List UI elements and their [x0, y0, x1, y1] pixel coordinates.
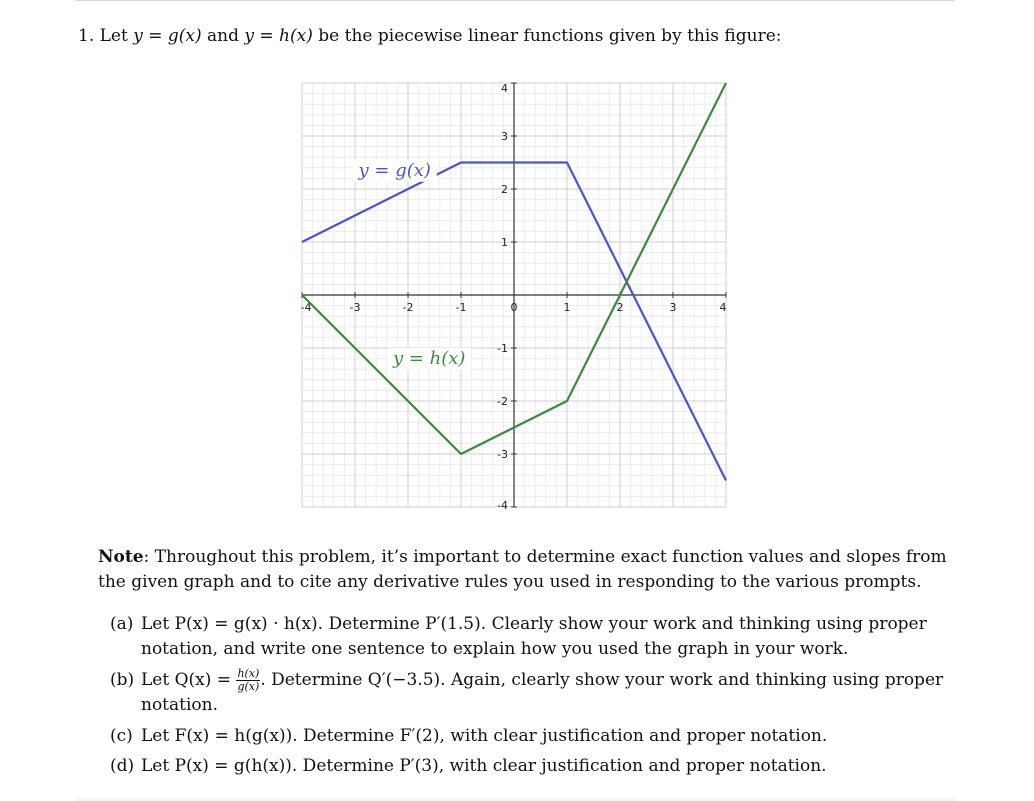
function-graph	[300, 78, 742, 512]
y-tick-label: -4	[497, 499, 508, 512]
part-d-marker: (d)	[110, 756, 135, 776]
y-tick-label: 2	[501, 183, 508, 196]
question-number: 1.	[78, 26, 95, 46]
x-tick-label: 0	[510, 301, 518, 314]
top-rule	[75, 0, 955, 1]
y-tick-label: -1	[497, 342, 508, 355]
part-c-marker: (c)	[110, 726, 133, 746]
part-c	[110, 724, 958, 749]
note-paragraph	[98, 545, 958, 595]
part-a-marker: (a)	[110, 614, 134, 634]
fraction-denominator: g(x)	[237, 680, 260, 693]
intro-pre: Let	[99, 26, 128, 46]
h-equation: y = h(x)	[244, 26, 313, 46]
part-a	[110, 612, 958, 662]
page-bottom-edge	[75, 796, 955, 801]
y-tick-label: 3	[501, 130, 508, 143]
part-d-text: Let P(x) = g(h(x)). Determine P′(3), with clear justification and proper notation.	[141, 756, 827, 776]
x-tick-label: -2	[402, 301, 414, 314]
g-equation: y = g(x)	[133, 26, 202, 46]
part-b	[110, 668, 958, 718]
g-series-label: y = g(x)	[358, 159, 431, 181]
series-labels	[353, 160, 471, 370]
part-a-text: Let P(x) = g(x) · h(x). Determine P′(1.5). Clearly show your work and thinking using proper notation, and write one sentence to explain how you used the graph in your work.	[141, 614, 927, 659]
x-tick-label: -1	[455, 301, 467, 314]
fraction-numerator: h(x)	[237, 667, 260, 680]
intro-post: be the piecewise linear functions given by this figure:	[318, 26, 782, 46]
h-series-label: y = h(x)	[392, 347, 466, 369]
y-tick-label: -2	[497, 395, 508, 408]
part-d	[110, 754, 958, 779]
note-label: Note	[98, 547, 144, 567]
y-tick-label: 4	[501, 82, 508, 95]
y-tick-label: 1	[501, 236, 508, 249]
x-tick-label: 3	[669, 301, 677, 314]
part-b-pre: Let Q(x) =	[141, 670, 237, 690]
quotient-fraction	[236, 668, 260, 693]
part-c-text: Let F(x) = h(g(x)). Determine F′(2), with clear justification and proper notation.	[141, 726, 828, 746]
part-b-post: . Determine Q′(−3.5). Again, clearly show your work and thinking using proper notation.	[141, 670, 944, 715]
note-text: : Throughout this problem, it’s important to determine exact function values and slopes from the given graph and to cite any derivative rules you used in responding to the various prompts.	[98, 547, 947, 592]
x-tick-label: -4	[300, 301, 312, 314]
y-tick-label: -3	[497, 448, 508, 461]
x-tick-label: 1	[563, 301, 571, 314]
question-intro	[78, 26, 782, 46]
x-tick-label: 2	[616, 301, 624, 314]
parts-list	[110, 612, 958, 779]
part-b-marker: (b)	[110, 670, 135, 690]
x-tick-label: 4	[719, 301, 727, 314]
intro-and: and	[207, 26, 239, 46]
x-tick-label: -3	[349, 301, 361, 314]
